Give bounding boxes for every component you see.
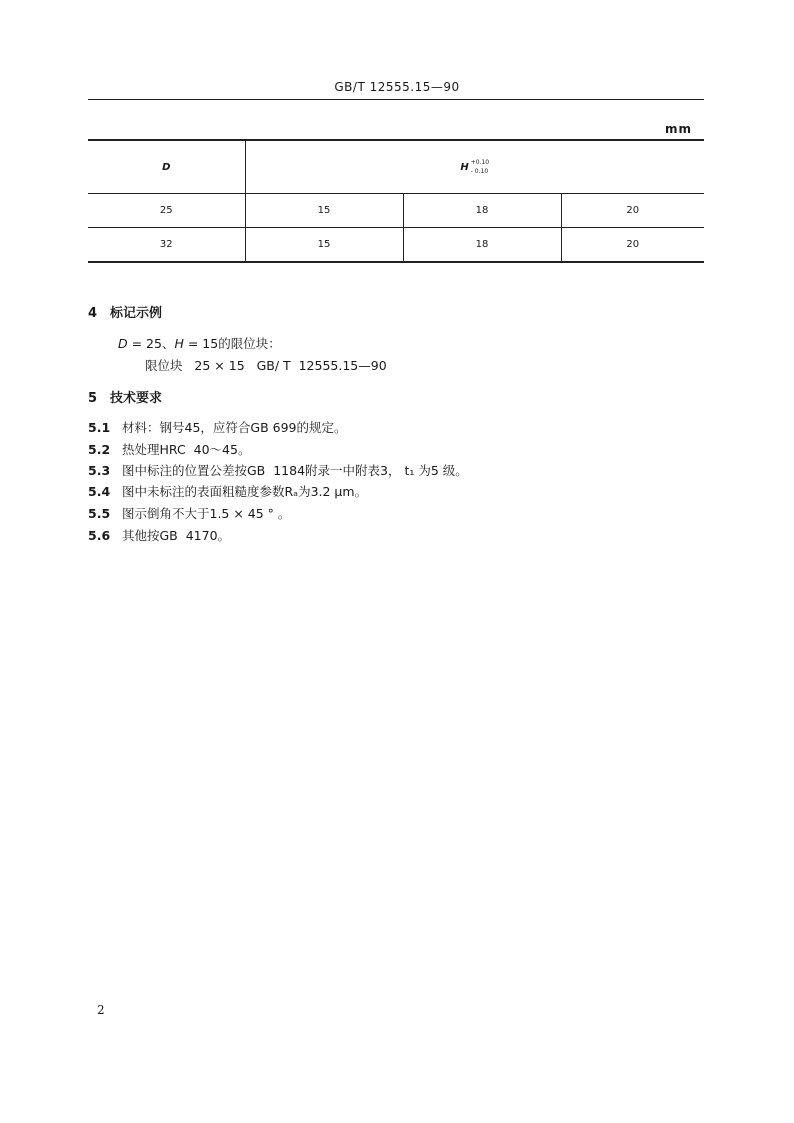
requirement-item: 5.1 材料：钢号45，应符合GB 699的规定。 — [88, 420, 347, 435]
cell-h: 18 — [403, 194, 561, 228]
marking-condition: D = 25、H = 15的限位块： — [118, 336, 281, 351]
cell-h: 15 — [245, 194, 403, 228]
requirement-item: 5.2 热处理HRC 40～45。 — [88, 442, 251, 457]
cell-h: 15 — [245, 228, 403, 263]
dimension-table — [88, 139, 704, 263]
cell-d: 32 — [88, 228, 245, 263]
header-rule — [88, 99, 704, 100]
table-row — [88, 194, 704, 228]
standard-code-header: GB/T 12555.15—90 — [334, 80, 460, 94]
header-h: H +0.10 - 0.10 — [245, 140, 704, 194]
section-4-heading: 4 标记示例 — [88, 306, 163, 321]
cell-h: 18 — [403, 228, 561, 263]
cell-d: 25 — [159, 205, 173, 216]
table-header-row — [88, 140, 704, 194]
table-row — [88, 228, 704, 263]
header-d: D — [88, 140, 245, 194]
requirement-item: 5.3 图中标注的位置公差按GB 1184附录一中附表3， t₁ 为5 级。 — [88, 463, 468, 478]
h-tolerance: +0.10 - 0.10 — [470, 159, 490, 175]
requirement-item: 5.5 图示倒角不大于1.5 × 45 ° 。 — [88, 506, 291, 521]
table-unit: mm — [664, 122, 692, 136]
section-5-heading: 5 技术要求 — [88, 391, 163, 406]
requirement-item: 5.6 其他按GB 4170。 — [88, 528, 231, 543]
requirement-item: 5.4 图中未标注的表面粗糙度参数Rₐ为3.2 μm。 — [88, 484, 368, 499]
marking-example: 限位块 25 × 15 GB/ T 12555.15—90 — [145, 358, 387, 373]
page-number: 2 — [97, 1003, 105, 1017]
cell-h: 20 — [561, 194, 704, 228]
cell-h: 20 — [561, 228, 704, 263]
